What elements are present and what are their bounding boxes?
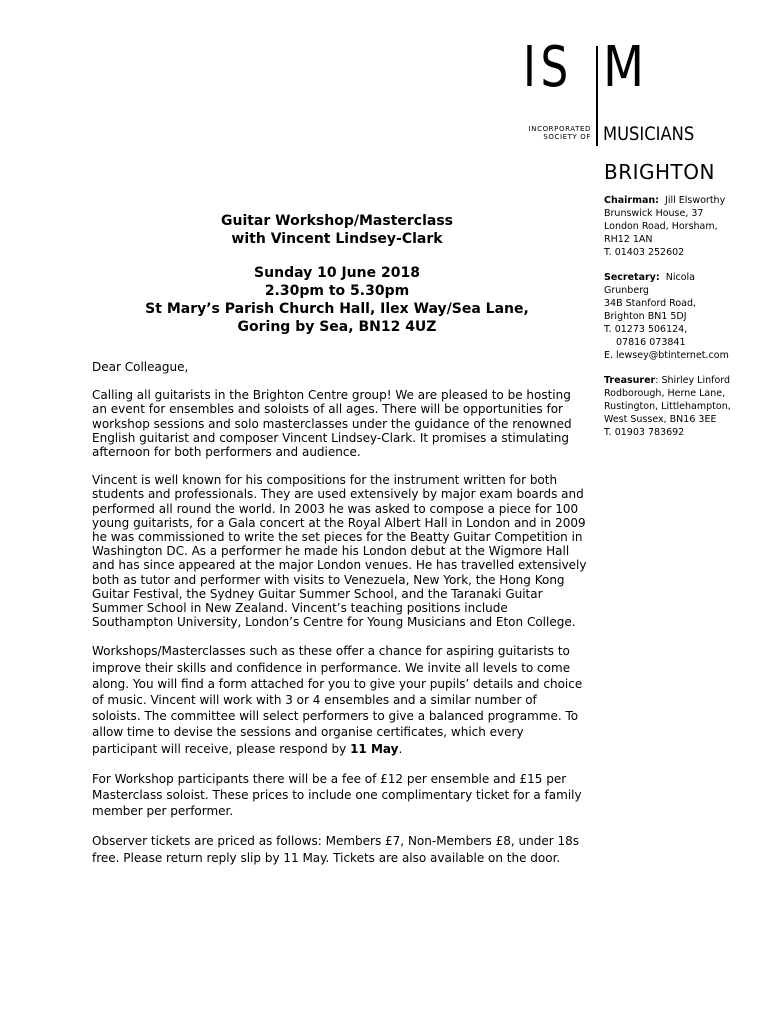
event-title-block <box>92 212 582 336</box>
letter-body <box>92 360 587 880</box>
chairman-address-line: London Road, Horsham, <box>604 221 718 232</box>
treasurer-line: Rustington, Littlehampton, <box>604 401 731 412</box>
secretary-block <box>604 271 764 362</box>
officers-sidebar <box>604 194 764 451</box>
logo-subtitle-line2: SOCIETY OF <box>543 133 591 141</box>
secretary-role: Secretary: <box>604 272 660 283</box>
treasurer-block <box>604 374 764 439</box>
secretary-line: Brighton BN1 5DJ <box>604 311 687 322</box>
logo-musicians-word: MUSICIANS <box>603 123 695 145</box>
event-date: Sunday 10 June 2018 <box>254 265 420 281</box>
chairman-phone: T. 01403 252602 <box>604 247 685 258</box>
event-venue-line1: St Mary’s Parish Church Hall, Ilex Way/Sea Lane, <box>145 301 529 317</box>
secretary-mobile: 07816 073841 <box>616 337 686 348</box>
event-venue-line2: Goring by Sea, BN12 4UZ <box>237 319 437 335</box>
treasurer-role: Treasurer <box>604 375 656 386</box>
logo-subtitle <box>525 125 591 141</box>
treasurer-phone: T. 01903 783692 <box>604 427 685 438</box>
secretary-phone: T. 01273 506124, <box>604 324 688 335</box>
logo-is-letters: IS <box>523 35 573 100</box>
logo-left-block <box>523 35 593 100</box>
response-deadline: 11 May <box>350 741 399 756</box>
logo-right-block <box>603 35 651 100</box>
treasurer-line: West Sussex, BN16 3EE <box>604 414 717 425</box>
event-subtitle: with Vincent Lindsey-Clark <box>231 231 443 247</box>
paragraph-fees: For Workshop participants there will be a fee of £12 per ensemble and £15 per Masterclass soloist. These prices to include one complimentary ticket for a family member per performer. <box>92 771 582 819</box>
treasurer-name: : Shirley Linford <box>655 375 731 386</box>
salutation: Dear Colleague, <box>92 360 189 374</box>
paragraph-intro: Calling all guitarists in the Brighton Centre group! We are pleased to be hosting an event for ensembles and soloists of all ages. There will be opportunities for workshop sessions and solo masterclasses under the guidance of the renowned English guitarist and composer Vincent Lindsey-Clark. It promises a stimulating afternoon for both performers and audience. <box>92 388 572 460</box>
secretary-line: Grunberg <box>604 285 649 296</box>
event-title: Guitar Workshop/Masterclass <box>220 213 454 229</box>
branch-name: BRIGHTON <box>604 160 715 184</box>
paragraph-biography: Vincent is well known for his compositions for the instrument written for both students and professionals. They are used extensively by major exam boards and performed all round the world. In 2003 he was asked to compose a piece for 100 young guitarists, for a Gala concert at the Royal Albert Hall in London and in 2009 he was commissioned to write the set pieces for the Beatty Guitar Competition in Washington DC. As a performer he made his London debut at the Wigmore Hall and has since appeared at the major London venues. He has travelled extensively both as tutor and performer with visits to Venezuela, New York, the Hong Kong Guitar Festival, the Sydney Guitar Summer School, and the Taranaki Guitar Summer School in New Zealand. Vincent’s teaching positions include Southampton University, London’s Centre for Young Musicians and Eton College. <box>92 473 587 630</box>
treasurer-line: Rodborough, Herne Lane, <box>604 388 726 399</box>
chairman-block <box>604 194 764 259</box>
chairman-role: Chairman: <box>604 195 659 206</box>
logo-divider <box>596 46 598 146</box>
paragraph-workshops-text: Workshops/Masterclasses such as these offer a chance for aspiring guitarists to improve their skills and confidence in performance. We invite all levels to come along. You will find a form attached for you to give your pupils’ details and choice of music. Vincent will work with 3 or 4 ensembles and a similar number of soloists. The committee will select performers to give a balanced programme. To allow time to devise the sessions and organise certificates, which every participant will receive, please respond by <box>92 644 583 756</box>
chairman-name: Jill Elsworthy <box>665 195 726 206</box>
event-time: 2.30pm to 5.30pm <box>264 283 410 299</box>
secretary-line: 34B Stanford Road, <box>604 298 697 309</box>
chairman-address-line: RH12 1AN <box>604 234 653 245</box>
logo-m-letter: M <box>603 35 645 100</box>
paragraph-workshops <box>92 643 587 756</box>
ism-logo <box>523 35 723 146</box>
secretary-email: E. lewsey@btinternet.com <box>604 350 729 361</box>
logo-subtitle-line1: INCORPORATED <box>528 125 591 133</box>
chairman-address-line: Brunswick House, 37 <box>604 208 704 219</box>
paragraph-tickets: Observer tickets are priced as follows: Members £7, Non-Members £8, under 18s free. Please return reply slip by 11 May. Tickets are also available on the door. <box>92 834 579 865</box>
secretary-name: Nicola <box>665 272 695 283</box>
paragraph-workshops-end: . <box>398 741 403 756</box>
